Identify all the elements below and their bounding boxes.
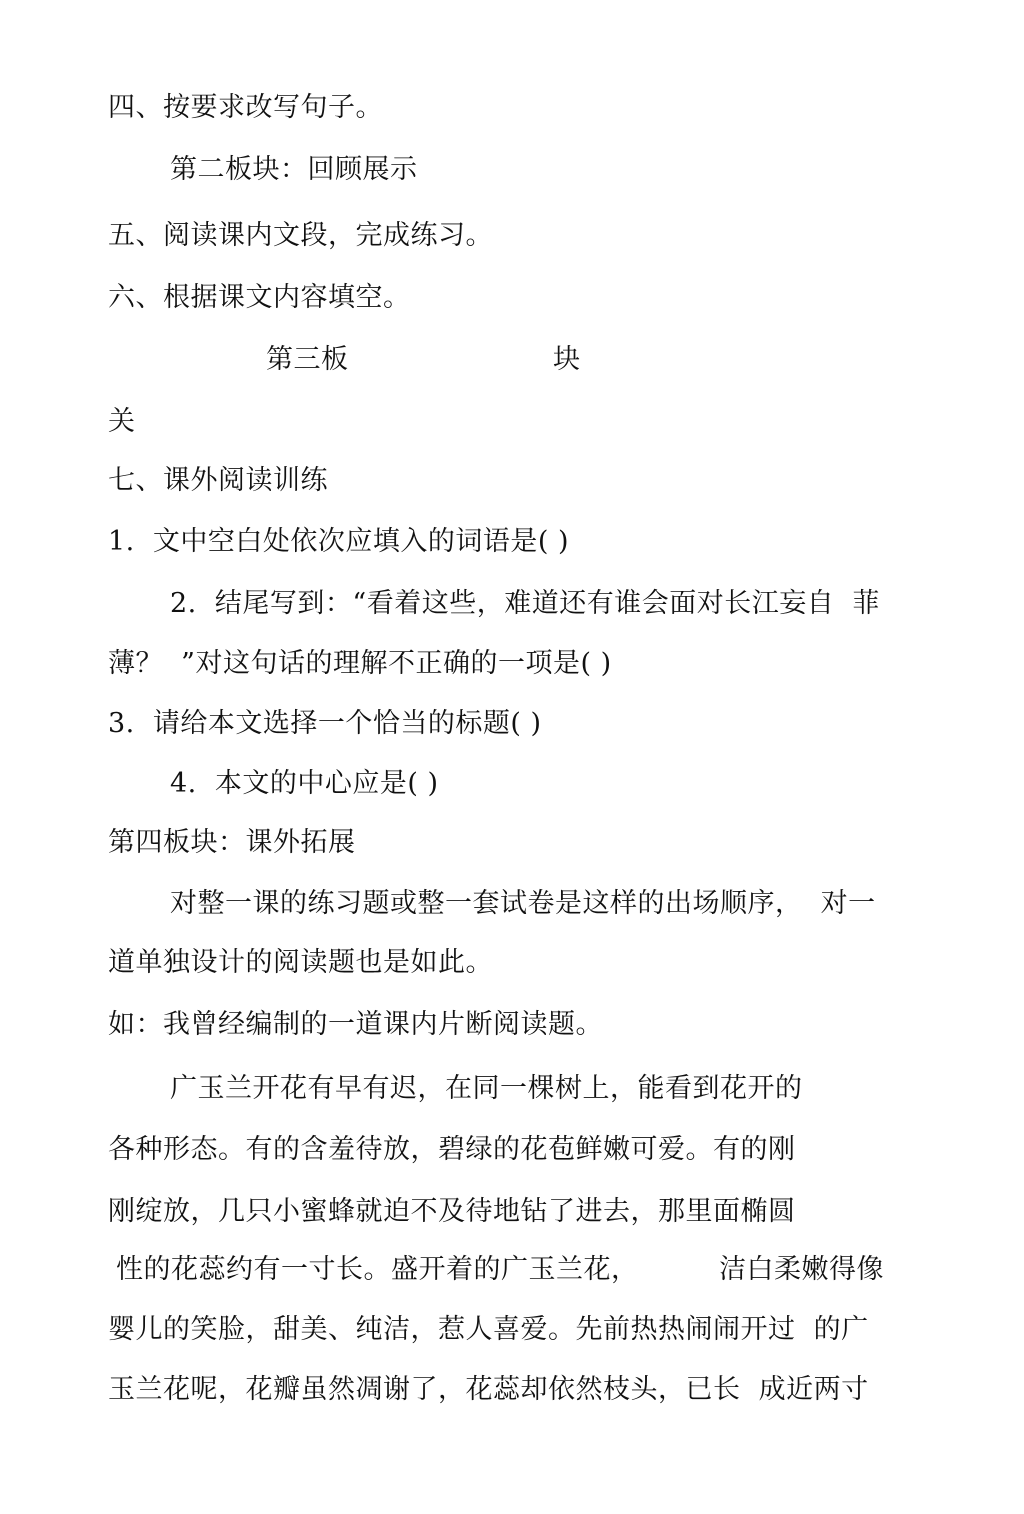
passage-line-2: 各种形态。有的含羞待放，碧绿的花苞鲜嫩可爱。有的刚 bbox=[108, 1134, 796, 1165]
passage-line-4-part-2: 洁白柔嫩得像 bbox=[719, 1254, 884, 1285]
heading-block-3-part-2: 块 bbox=[553, 344, 581, 375]
heading-block-3-part-3: 关 bbox=[108, 406, 136, 437]
passage-line-1: 广玉兰开花有早有迟，在同一棵树上，能看到花开的 bbox=[170, 1073, 803, 1104]
heading-section-4: 四、按要求改写句子。 bbox=[108, 92, 383, 123]
passage-line-3: 刚绽放，几只小蜜蜂就迫不及待地钻了进去，那里面椭圆 bbox=[108, 1196, 796, 1227]
paragraph-1-line-1: 对整一课的练习题或整一套试卷是这样的出场顺序， 对一 bbox=[170, 888, 876, 919]
heading-section-6: 六、根据课文内容填空。 bbox=[108, 282, 411, 313]
paragraph-1-line-2: 道单独设计的阅读题也是如此。 bbox=[108, 947, 493, 978]
question-2-line-2: 薄？ ”对这句话的理解不正确的一项是( ) bbox=[108, 648, 612, 679]
question-1: 1. 文中空白处依次应填入的词语是( ) bbox=[108, 526, 570, 557]
question-4: 4. 本文的中心应是( ) bbox=[170, 768, 439, 799]
heading-section-5: 五、阅读课内文段，完成练习。 bbox=[108, 220, 493, 251]
passage-line-6: 玉兰花呢，花瓣虽然凋谢了，花蕊却依然枝头，已长 成近两寸 bbox=[108, 1374, 869, 1405]
heading-section-7: 七、课外阅读训练 bbox=[108, 465, 328, 496]
heading-block-3-part-1: 第三板 bbox=[266, 344, 349, 375]
passage-line-4-part-1: 性的花蕊约有一寸长。盛开着的广玉兰花， bbox=[116, 1254, 639, 1285]
question-2-line-1: 2. 结尾写到：“看着这些，难道还有谁会面对长江妄自 菲 bbox=[170, 588, 880, 619]
heading-block-2: 第二板块：回顾展示 bbox=[170, 154, 418, 185]
passage-line-5: 婴儿的笑脸，甜美、纯洁，惹人喜爱。先前热热闹闹开过 的广 bbox=[108, 1314, 869, 1345]
question-3: 3. 请给本文选择一个恰当的标题( ) bbox=[108, 708, 542, 739]
paragraph-2: 如：我曾经编制的一道课内片断阅读题。 bbox=[108, 1009, 603, 1040]
heading-block-4: 第四板块：课外拓展 bbox=[108, 827, 356, 858]
